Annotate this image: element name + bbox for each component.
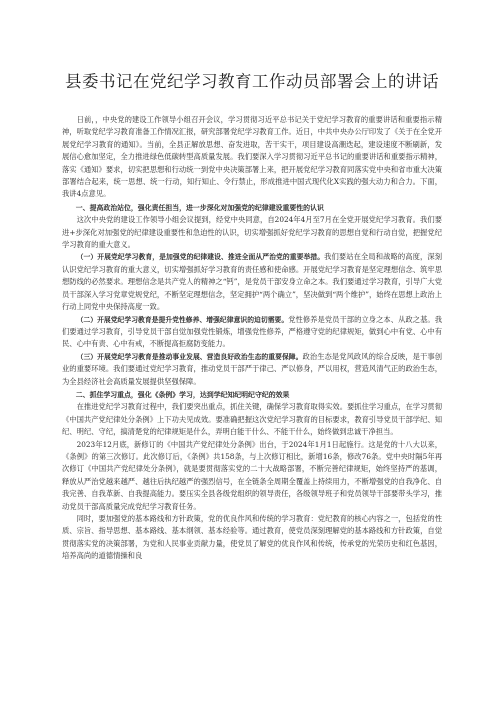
point-3-body: 政治生态是党风政风的综合反映，是干事创业的重要环境。我们要通过党纪学习教育，推动党员干部严于律己、严以修身，严以用权，营造风清气正的政治生态，为全县经济社会高质量发展提供坚强保障。 (62, 351, 443, 386)
section-1-paragraph: 这次中央党的建设工作领导小组会议提到，经党中央同意，自2024年4月至7月在全党开展党纪学习教育。我们要进+步深化对加强党的纪律建设重要性和急迫性的认识，切实增强抓好党纪学习教育的思想自觉和行动自觉，把握党纪学习教育的重大意义。 (62, 215, 442, 250)
section-2-heading: 二、抓住学习重点，强化《条例》学习，达到学纪知纪明纪守纪的效果 (75, 390, 290, 399)
point-3-paragraph (62, 351, 442, 388)
section-2-paragraph-3: 同时，要加强党的基本路线和方针政策，党的优良作风和传统的学习教育：党纪教育的核心内容之一，包括党的性质、宗旨、指导思想、基本路线、基本纲领、基本经验等。通过教育，使党员深刻理解党的基本路线和方针政策，自觉贯彻落实党的决策部署，为党和人民事业贡献力量，使党员了解党的优良作风和传统，传承党的光荣历史和红色基因，培养高尚的道德情操和良 (62, 514, 442, 561)
document-title: 县委书记在党纪学习教育工作动员部署会上的讲话 (65, 72, 439, 91)
section-2-paragraph-1: 在推进党纪学习教育过程中，我们要突出重点，抓住关键，确保学习教育取得实效。要抓住学习重点，在学习贯彻《中国共产党纪律处分条例》上下功夫见成效。要准确把握这次党纪学习教育的目标要求，教育引导党员干部学纪、知纪、明纪、守纪，搞清楚党的纪律规矩是什么，弄明白能干什么、不能干什么，始终做到忠诚干净担当。 (62, 402, 442, 437)
section-1-heading: 一、提高政治站位，强化责任担当，进一步深化对加强党的纪律建设重要性的认识 (75, 203, 324, 212)
point-2-paragraph (62, 314, 442, 351)
point-3-lead: （三）开展党纪学习教育是推动事业发展、营造良好政治生态的重要保障。 (76, 352, 303, 361)
point-2-lead: （二）开展党纪学习教育是提升党性修养、增强纪律意识的迫切需要。 (76, 315, 289, 324)
point-1-paragraph (62, 251, 442, 313)
point-1-lead: （一）开展党纪学习教育，是加强党的纪律建设、推进全面从严治党的重要举措。 (76, 253, 325, 262)
section-2-paragraph-2: 2023年12月底，新修订的《中国共产党纪律处分条例》出台，于2024年1月1日起施行。这是党的十八大以来，《条例》的第三次修订。此次修订后，《条例》共158条，与上次修订相比，新增16条，修改76条。党中央时隔5年再次修订《中国共产党纪律处分条例》，就是要贯彻落实党的二十大战略部署，不断完善纪律规矩，始终坚持严的基调，释放从严治党越来越严、越往后执纪越严的强烈信号，在全链条全周期全覆盖上持续用力，不断增强党的自我净化、自我完善、自我革新、自我提高能力。要压实全县各级党组织的领导责任，各级领导班子和党员领导干部要带头学习，推动党员干部高质量完成党纪学习教育任务。 (62, 439, 442, 511)
intro-paragraph: 日前，，中央党的建设工作领导小组召开会议，学习贯彻习近平总书记关于党纪学习教育的重要讲话和重要指示精神，听取党纪学习教育准备工作情况汇报，研究部署党纪学习教育工作。近日，中共中央办公厅印发了《关于在全党开展党纪学习教育的通知》。当前，全县正解放思想、奋发进取，苦干实干，项目建设高潮迭起，建设速度不断刷新，发展信心愈加坚定，全力推进绿色低碳转型高质量发展。我们要深入学习贯彻习近平总书记的重要讲话和重要指示精神，落实《通知》要求，切实把思想和行动统一到党中央决策部署上来，把开展党纪学习教育同落实党中央和省市重大决策部署结合起来，统一思想、统一行动，知行知止、令行禁止，形成推进中国式现代化X实践的强大动力和合力。下面，我讲4点意见。 (62, 115, 442, 199)
point-1-body: 我们要站在全局和战略的高度，深刻认识党纪学习教育的重大意义，切实增强抓好学习教育的责任感和使命感。开展党纪学习教育是坚定理想信念、筑牢思想防线的必然要求。理想信念是共产党人的精神之“钙”，是党员干部安身立命之本。我们要通过学习教育，引导广大党员干部深入学习党章党规党纪，不断坚定理想信念，坚定拥护“两个确立”，坚决做到“两个维护”，始终在思想上政治上行动上同党中央保持高度一致。 (62, 252, 443, 312)
point-2-body: 党性修养是党员干部的立身之本、从政之基。我们要通过学习教育，引导党员干部自觉加强党性锻炼，增强党性修养，严格遵守党的纪律规矩，做到心中有党、心中有民、心中有责、心中有戒，不断提高拒腐防变能力。 (62, 314, 443, 349)
